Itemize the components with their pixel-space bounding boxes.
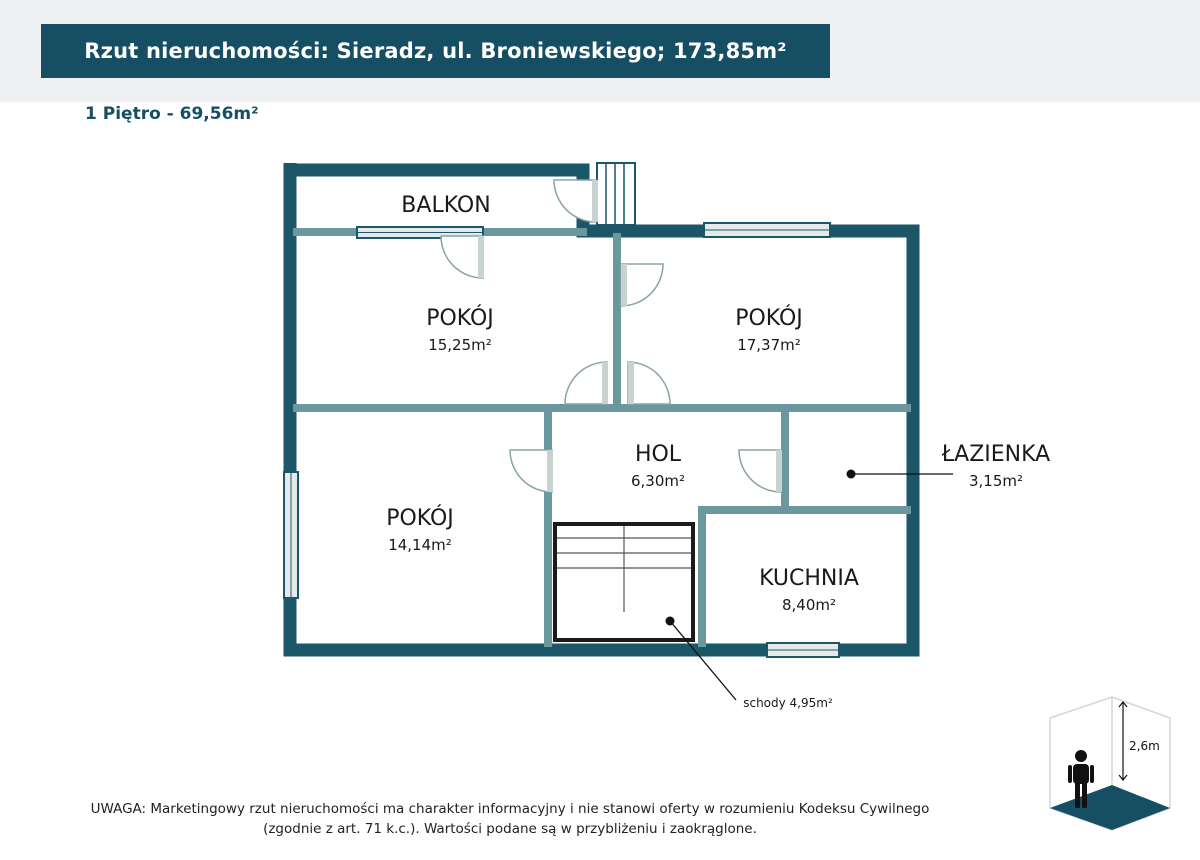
room-name-lazienka: ŁAZIENKA: [941, 442, 1051, 467]
room-area-pokoj-1: 15,25m²: [428, 336, 492, 354]
room-area-pokoj-3: 14,14m²: [388, 536, 452, 554]
door-hol-pokoj-2: [628, 362, 670, 404]
room-area-lazienka: 3,15m²: [968, 472, 1024, 490]
door-pokoj-1-balkon: [441, 236, 483, 278]
interior-stairs: [555, 524, 736, 700]
stairs-label: schody 4,95m²: [743, 696, 833, 710]
room-area-hol: 6,30m²: [630, 472, 686, 490]
door-between-rooms: [621, 264, 663, 306]
room-name-pokoj-3: POKÓJ: [386, 506, 454, 531]
exterior-stairs: [597, 163, 635, 225]
room-height-label: 2,6m: [1129, 739, 1160, 753]
room-name-balkon: BALKON: [401, 193, 491, 218]
room-name-pokoj-1: POKÓJ: [426, 306, 494, 331]
disclaimer-line-2: (zgodnie z art. 71 k.c.). Wartości podane są w przybliżeniu i zaokrąglone.: [263, 821, 757, 837]
room-area-kuchnia: 8,40m²: [781, 596, 837, 614]
room-name-kuchnia: KUCHNIA: [759, 566, 859, 591]
floor-label: 1 Piętro - 69,56m²: [85, 104, 259, 124]
door-hol-pokoj-3: [510, 450, 552, 492]
lazienka-marker: [847, 470, 954, 479]
disclaimer-line-1: UWAGA: Marketingowy rzut nieruchomości ma charakter informacyjny i nie stanowi oferty w rozumieniu Kodeksu Cywilnego: [90, 801, 930, 817]
room-name-pokoj-2: POKÓJ: [735, 306, 803, 331]
disclaimer-note: [60, 799, 960, 839]
door-hol-pokoj-1: [565, 362, 607, 404]
room-height-icon: [1050, 697, 1170, 830]
door-balkon: [554, 180, 596, 222]
page-title: Rzut nieruchomości: Sieradz, ul. Broniewskiego; 173,85m²: [41, 24, 830, 78]
room-area-pokoj-2: 17,37m²: [737, 336, 801, 354]
room-name-hol: HOL: [634, 442, 682, 467]
door-lazienka: [739, 450, 781, 492]
